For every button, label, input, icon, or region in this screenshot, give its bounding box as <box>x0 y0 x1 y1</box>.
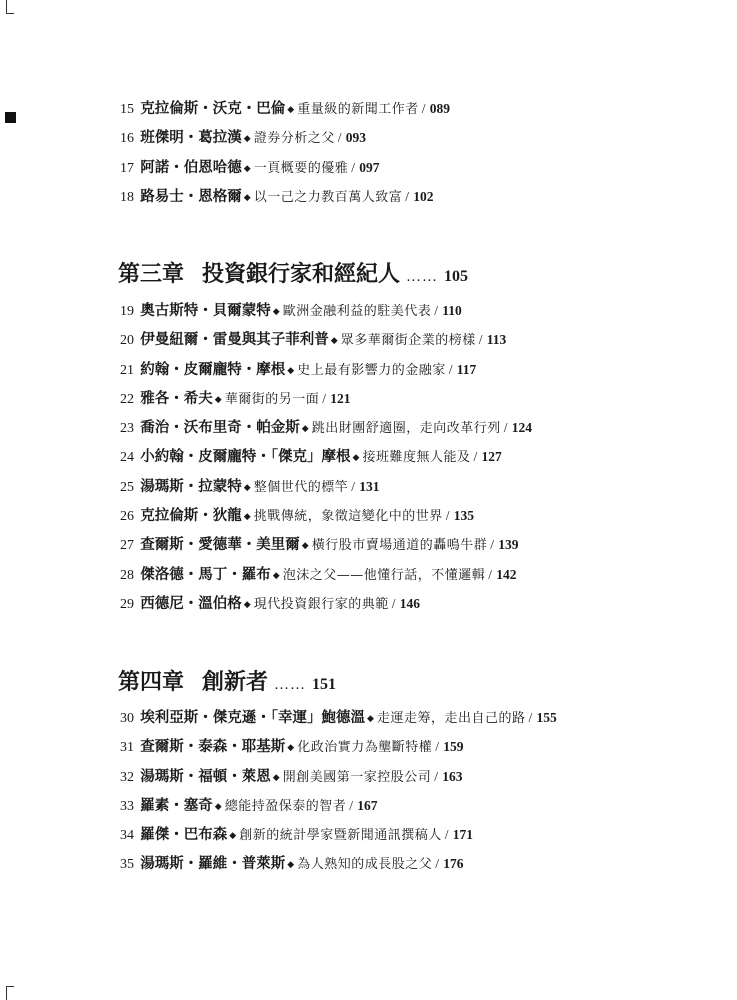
entry-description: 化政治實力為壟斷特權 <box>297 740 433 756</box>
entry-number: 35 <box>120 857 134 873</box>
toc-entry[interactable] <box>120 94 697 123</box>
crop-mark-bottom-left <box>6 986 14 987</box>
entry-number: 24 <box>120 450 134 466</box>
toc-entry[interactable] <box>120 123 697 152</box>
entry-description: 一頁概要的優雅 <box>253 160 349 176</box>
entry-number: 18 <box>120 189 134 205</box>
page-separator: / <box>434 303 438 318</box>
entry-number: 17 <box>120 160 134 176</box>
toc-entry[interactable] <box>120 472 697 501</box>
entry-description: 證券分析之父 <box>253 131 335 147</box>
crop-mark-bottom-left <box>6 986 7 1000</box>
bullet-diamond: ◆ <box>243 512 251 523</box>
chapter-page: 105 <box>444 268 469 285</box>
entry-page: 135 <box>453 508 475 524</box>
bullet-diamond: ◆ <box>243 599 251 610</box>
entry-description: 華爾街的另一面 <box>224 391 320 407</box>
toc-entry[interactable] <box>120 296 697 325</box>
entry-page: 139 <box>498 537 519 553</box>
entry-description: 重量級的新聞工作者 <box>297 102 419 117</box>
toc-entry[interactable] <box>120 182 697 211</box>
page-separator: / <box>473 449 478 465</box>
entry-description: 現代投資銀行家的典範 <box>253 596 389 612</box>
toc-entry[interactable] <box>120 703 697 732</box>
entry-page: 159 <box>443 739 464 755</box>
page-separator: / <box>488 566 492 582</box>
entry-name: 埃利亞斯・傑克遜・「幸運」鮑德溫 <box>140 709 366 726</box>
page-separator: / <box>405 188 409 204</box>
entry-name: 查爾斯・泰森・耶基斯 <box>140 738 286 756</box>
chapter-label: 第四章 <box>118 669 185 695</box>
toc-entry[interactable] <box>120 413 697 442</box>
page-separator: / <box>351 159 355 175</box>
entry-page: 167 <box>357 797 378 813</box>
toc-entry[interactable] <box>120 762 697 791</box>
entry-name: 班傑明・葛拉漢 <box>140 129 242 147</box>
leader-dots: …… <box>406 269 439 285</box>
entry-number: 26 <box>120 509 134 525</box>
entry-name: 奧古斯特・貝爾蒙特 <box>140 302 271 319</box>
entry-page: 102 <box>413 188 434 204</box>
entry-description: 泡沫之父——他懂行話，不懂邏輯 <box>282 567 486 583</box>
entry-page: 127 <box>481 449 502 465</box>
toc-entry[interactable] <box>120 560 697 589</box>
bullet-diamond: ◆ <box>214 394 222 405</box>
page-separator: / <box>421 101 426 116</box>
entry-description: 創新的統計學家暨新聞通訊撰稿人 <box>239 828 442 844</box>
toc-entry[interactable] <box>120 791 697 820</box>
chapter-page: 151 <box>312 676 337 693</box>
entry-name: 湯瑪斯・福頓・萊恩 <box>140 767 271 785</box>
entry-name: 雅各・希夫 <box>140 389 213 407</box>
page-separator: / <box>434 768 438 784</box>
entry-page: 124 <box>511 420 533 436</box>
bullet-diamond: ◆ <box>301 541 309 552</box>
entry-name: 羅素・塞奇 <box>140 796 213 814</box>
entry-page: 146 <box>399 595 421 611</box>
entry-number: 32 <box>120 769 134 785</box>
page-separator: / <box>444 827 449 843</box>
bullet-diamond: ◆ <box>330 336 338 347</box>
entry-number: 34 <box>120 828 134 844</box>
page-separator: / <box>351 478 355 494</box>
bullet-diamond: ◆ <box>243 134 251 145</box>
entry-name: 羅傑・巴布森 <box>140 826 228 844</box>
toc-entry[interactable] <box>120 153 697 182</box>
bullet-diamond: ◆ <box>272 772 280 783</box>
bullet-diamond: ◆ <box>229 831 237 842</box>
entry-page: 121 <box>330 390 351 406</box>
entry-description: 跳出財團舒適圈，走向改革行列 <box>311 421 501 437</box>
entry-number: 22 <box>120 391 134 407</box>
entry-number: 19 <box>120 304 134 319</box>
entry-name: 克拉倫斯・狄龍 <box>140 507 242 525</box>
page-separator: / <box>503 420 508 436</box>
bullet-diamond: ◆ <box>352 453 360 464</box>
page-separator: / <box>391 595 396 611</box>
entry-description: 接班難度無人能及 <box>362 450 471 466</box>
entry-description: 為人熟知的成長股之父 <box>297 857 433 873</box>
entry-number: 31 <box>120 740 134 756</box>
entry-page: 142 <box>496 566 517 582</box>
toc-entry[interactable] <box>120 732 697 761</box>
toc-section-continued <box>120 94 697 211</box>
entry-page: 110 <box>442 303 462 318</box>
entry-number: 28 <box>120 567 134 583</box>
entry-description: 總能持盈保泰的智者 <box>224 798 347 814</box>
toc-entry[interactable] <box>120 589 697 618</box>
page-separator: / <box>435 739 439 755</box>
entry-page: 171 <box>452 827 474 843</box>
chapter-label: 第三章 <box>118 261 185 287</box>
entry-number: 16 <box>120 131 134 147</box>
entry-number: 29 <box>120 596 134 612</box>
entry-name: 小約翰・皮爾龐特・「傑克」摩根 <box>140 448 351 466</box>
bullet-diamond: ◆ <box>287 105 295 115</box>
entry-page: 113 <box>486 332 507 348</box>
entry-page: 131 <box>359 478 380 494</box>
page-separator: / <box>445 508 450 524</box>
entry-description: 以一己之力教百萬人致富 <box>253 189 403 205</box>
entry-number: 27 <box>120 538 134 554</box>
toc-chapter-4 <box>120 703 697 879</box>
entry-description: 眾多華爾街企業的榜樣 <box>340 333 476 349</box>
leader-dots: …… <box>274 677 307 693</box>
chapter-title: 投資銀行家和經紀人 <box>202 261 401 287</box>
entry-page: 163 <box>442 768 463 784</box>
bullet-diamond: ◆ <box>243 482 251 493</box>
chapter-heading <box>118 259 468 292</box>
page-separator: / <box>322 390 326 406</box>
bullet-diamond: ◆ <box>301 424 309 435</box>
bullet-diamond: ◆ <box>243 163 251 174</box>
entry-number: 23 <box>120 421 134 437</box>
toc-entry[interactable] <box>120 820 697 849</box>
entry-number: 21 <box>120 362 134 378</box>
entry-name: 查爾斯・愛德華・美里爾 <box>140 536 300 554</box>
entry-name: 克拉倫斯・沃克・巴倫 <box>140 100 286 117</box>
toc-entry[interactable] <box>120 530 697 559</box>
entry-name: 湯瑪斯・羅維・普萊斯 <box>140 855 286 873</box>
entry-description: 挑戰傳統，象徵這變化中的世界 <box>253 509 443 525</box>
crop-mark-top-left <box>6 0 7 14</box>
page-separator: / <box>337 130 342 146</box>
page-separator: / <box>435 856 439 872</box>
page-separator: / <box>478 332 483 348</box>
entry-name: 傑洛德・馬丁・羅布 <box>140 565 271 583</box>
bullet-diamond: ◆ <box>272 307 280 317</box>
crop-mark-top-left <box>6 13 14 14</box>
toc-entry[interactable] <box>120 442 697 471</box>
toc-chapter-3 <box>120 296 697 618</box>
entry-number: 25 <box>120 479 134 495</box>
chapter-heading <box>118 667 336 700</box>
bullet-diamond: ◆ <box>287 365 295 376</box>
section-marker <box>5 112 16 123</box>
entry-name: 伊曼紐爾・雷曼與其子菲利普 <box>140 331 329 349</box>
entry-page: 117 <box>456 361 477 377</box>
toc-entry[interactable] <box>120 384 697 413</box>
entry-description: 開創美國第一家控股公司 <box>282 769 432 785</box>
toc-entry[interactable] <box>120 849 697 878</box>
entry-description: 史上最有影響力的金融家 <box>297 362 446 378</box>
entry-number: 33 <box>120 798 134 814</box>
entry-page: 093 <box>345 130 367 146</box>
toc-entry[interactable] <box>120 501 697 530</box>
entry-name: 約翰・皮爾龐特・摩根 <box>140 360 286 378</box>
bullet-diamond: ◆ <box>367 714 374 724</box>
bullet-diamond: ◆ <box>214 801 222 812</box>
bullet-diamond: ◆ <box>272 570 280 581</box>
toc-entry[interactable] <box>120 325 697 354</box>
entry-page: 089 <box>429 101 451 116</box>
bullet-diamond: ◆ <box>287 860 295 871</box>
entry-description: 整個世代的標竿 <box>253 479 349 495</box>
bullet-diamond: ◆ <box>287 743 295 754</box>
chapter-title: 創新者 <box>202 669 269 695</box>
entry-name: 阿諾・伯恩哈德 <box>140 158 242 176</box>
page-separator: / <box>448 361 453 377</box>
entry-name: 喬治・沃布里奇・帕金斯 <box>140 419 300 437</box>
toc-entry[interactable] <box>120 355 697 384</box>
entry-number: 20 <box>120 333 134 349</box>
entry-page: 176 <box>443 856 464 872</box>
entry-name: 西德尼・溫伯格 <box>140 594 242 612</box>
entry-name: 湯瑪斯・拉蒙特 <box>140 477 242 495</box>
page-separator: / <box>528 710 533 725</box>
page-separator: / <box>349 797 353 813</box>
entry-number: 30 <box>120 711 134 726</box>
entry-description: 走運走筹，走出自己的路 <box>376 711 526 726</box>
entry-page: 155 <box>536 710 557 725</box>
entry-name: 路易士・恩格爾 <box>140 187 242 205</box>
bullet-diamond: ◆ <box>243 192 251 203</box>
entry-page: 097 <box>359 159 380 175</box>
entry-number: 15 <box>120 102 134 117</box>
entry-description: 歐洲金融利益的駐美代表 <box>282 304 432 319</box>
page-separator: / <box>490 537 494 553</box>
entry-description: 橫行股市賣場通道的轟鳴牛群 <box>311 538 488 554</box>
